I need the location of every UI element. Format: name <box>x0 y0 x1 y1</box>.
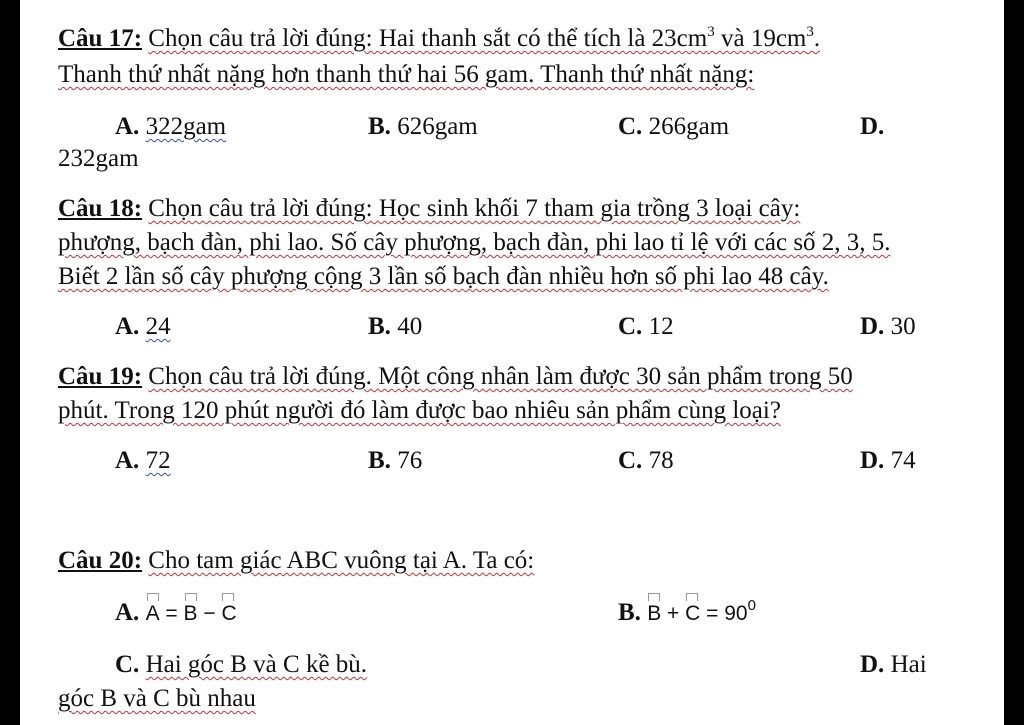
q18-option-a[interactable]: A. 24 <box>115 313 171 340</box>
q18-label: Câu 18: <box>58 195 143 222</box>
q17-line2: Thanh thứ nhất nặng hơn thanh thứ hai 56 gam. Thanh thứ nhất nặng: <box>58 61 755 88</box>
q18-line3: Biết 2 lần số cây phượng cộng 3 lần số bạch đàn nhiều hơn số phi lao 48 cây. <box>58 263 829 290</box>
q19-option-d[interactable]: D. 74 <box>860 447 916 474</box>
q18-option-c[interactable]: C. 12 <box>618 313 674 340</box>
q19-option-c[interactable]: C. 78 <box>618 447 674 474</box>
q20-line1 <box>58 546 534 576</box>
q17-option-a[interactable]: A. 322gam <box>115 113 227 140</box>
q20-option-d[interactable]: D. Hai <box>860 651 927 678</box>
q18-text: Chọn câu trả lời đúng: Học sinh khối 7 tham gia trồng 3 loại cây: <box>148 195 801 222</box>
q19-line1 <box>58 362 853 392</box>
q20-option-a[interactable]: A. A = B − C <box>115 598 237 629</box>
q20-option-b[interactable]: B. $B + C = 90^0$ <box>618 598 756 629</box>
q20-option-c[interactable]: C. Hai góc B và C kề bù. <box>115 651 368 678</box>
q19-line2: phút. Trong 120 phút người đó làm được bao nhiêu sản phẩm cùng loại? <box>58 397 781 424</box>
q17-line1 <box>58 24 820 54</box>
q20-option-d-text: góc B và C bù nhau <box>58 685 256 712</box>
q18-line1 <box>58 194 800 224</box>
q17-option-d[interactable]: D. <box>860 113 885 140</box>
q19-label: Câu 19: <box>58 363 143 390</box>
q19-option-a[interactable]: A. 72 <box>115 447 171 474</box>
q18-option-b[interactable]: B. 40 <box>368 313 423 340</box>
q19-text: Chọn câu trả lời đúng. Một công nhân làm được 30 sản phẩm trong 50 <box>148 363 853 390</box>
q17-option-c[interactable]: C. 266gam <box>618 113 730 140</box>
q17-text: Chọn câu trả lời đúng: Hai thanh sắt có thể tích là $23cm^3$ và $19cm^3$. <box>148 24 821 52</box>
q20-label: Câu 20: <box>58 547 143 574</box>
q20-option-b-formula: $B + C = 90^0$ <box>647 602 756 625</box>
q20-option-a-formula: A = B − C <box>146 602 237 625</box>
q18-line2: phượng, bạch đàn, phi lao. Số cây phượng, bạch đàn, phi lao tỉ lệ với các số 2, 3, 5. <box>58 229 891 256</box>
q17-option-b[interactable]: B. 626gam <box>368 113 478 140</box>
q17-option-d-text: 232gam <box>58 145 139 172</box>
q18-option-d[interactable]: D. 30 <box>860 313 916 340</box>
q19-option-b[interactable]: B. 76 <box>368 447 423 474</box>
q20-text: Cho tam giác ABC vuông tại A. Ta có: <box>148 547 535 574</box>
document-sheet <box>20 0 1004 725</box>
q17-label: Câu 17: <box>58 25 143 52</box>
